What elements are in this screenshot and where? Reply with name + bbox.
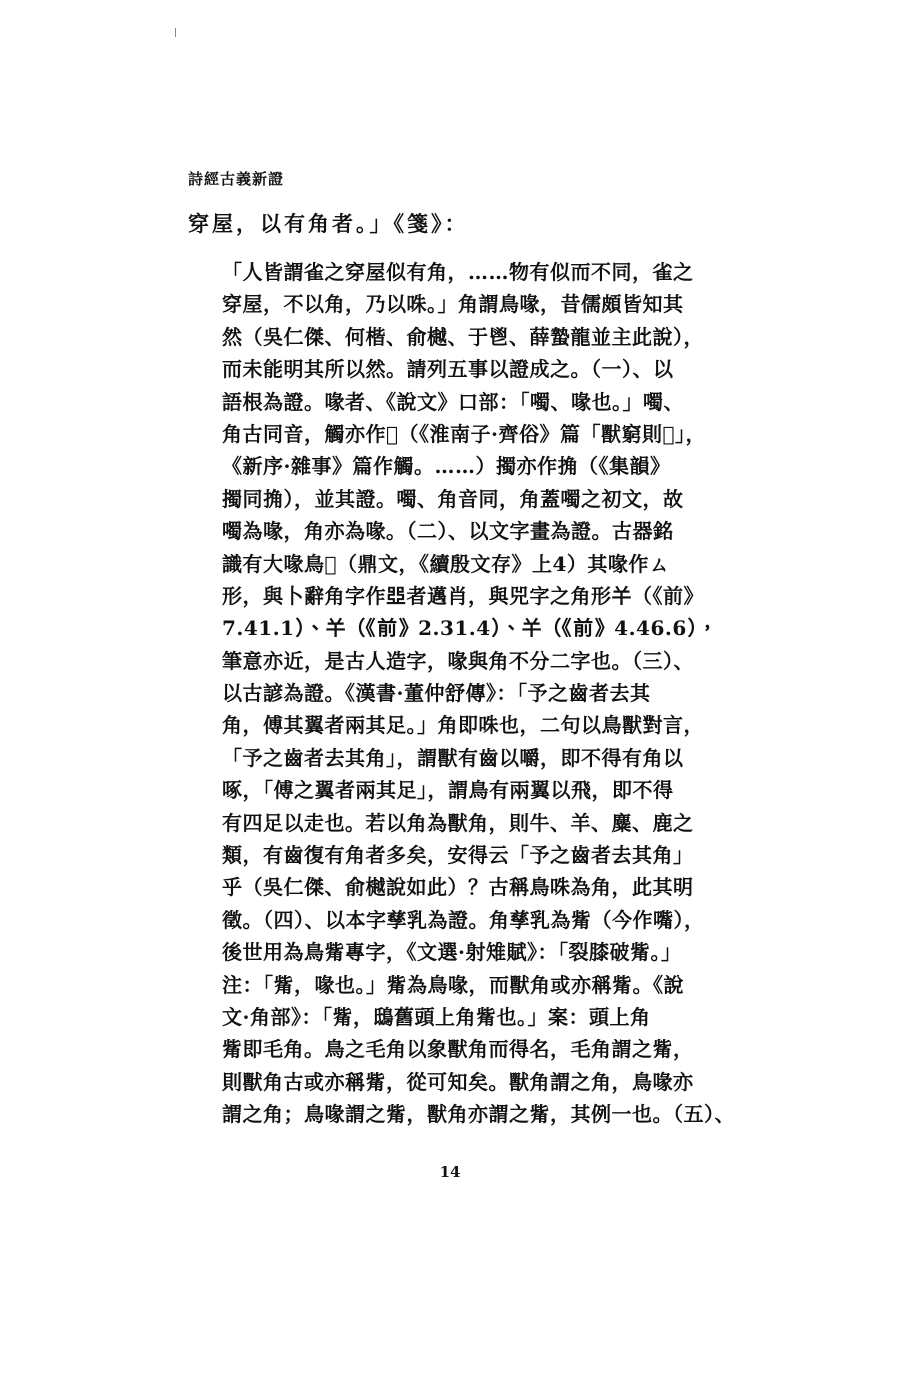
body-line: 類，有齒復有角者多矣，安得云「予之齒者去其角」 bbox=[222, 843, 694, 868]
body-line: 而未能明其所以然。請列五事以證成之。（一）、以 bbox=[222, 357, 674, 382]
body-line: 則獸角古或亦稱觜，從可知矣。獸角謂之角，鳥喙亦 bbox=[222, 1069, 694, 1094]
body-line: 語根為證。喙者、《說文》口部：「噣、喙也。」噣、 bbox=[222, 389, 684, 414]
body-line: 有四足以走也。若以角為獸角，則牛、羊、麋、鹿之 bbox=[222, 810, 694, 835]
running-head: 詩經古義新證 bbox=[188, 170, 285, 188]
body-line: 乎（吳仁傑、俞樾說如此）？古稱鳥咮為角，此其明 bbox=[222, 875, 694, 900]
body-text-block bbox=[222, 256, 762, 1131]
body-line: 以古諺為證。《漢書·董仲舒傳》：「予之齒者去其 bbox=[222, 681, 651, 706]
body-line: 注：「觜，喙也。」觜為鳥喙，而獸角或亦稱觜。《說 bbox=[222, 972, 684, 997]
body-line: 然（吳仁傑、何楷、俞樾、于鬯、薛蟄龍並主此說）， bbox=[222, 324, 704, 349]
body-line: 角古同音，觸亦作𩔒（《淮南子·齊俗》篇「獸窮則𩔒」， bbox=[222, 421, 706, 446]
body-line: 啄，「傅之翼者兩其足」，謂鳥有兩翼以飛，即不得 bbox=[222, 778, 674, 803]
body-line: 識有大喙鳥𪈪（鼎文，《續殷文存》上4）其喙作ㄙ bbox=[222, 551, 670, 576]
body-line: 徵。（四）、以本字孳乳為證。角孳乳為觜（今作嘴）， bbox=[222, 907, 705, 932]
body-line: 《新序·雜事》篇作觸。……）擉亦作捔（《集韻》 bbox=[222, 454, 671, 479]
body-line: 「人皆謂雀之穿屋似有角，……物有似而不同，雀之 bbox=[222, 260, 694, 284]
body-line: 角，傅其翼者兩其足。」角即咮也，二句以鳥獸對言， bbox=[222, 713, 704, 738]
body-line: 後世用為鳥觜專字，《文選·射雉賦》：「裂膝破觜。」 bbox=[222, 940, 682, 965]
body-line: 擉同捔），並其證。噣、角音同，角蓋噣之初文，故 bbox=[222, 486, 684, 511]
body-line: 文·角部》：「觜，鴟舊頭上角觜也。」案：頭上角 bbox=[222, 1004, 651, 1029]
scan-speck bbox=[175, 28, 176, 37]
body-line: 「予之齒者去其角」，謂獸有齒以嚼，即不得有角以 bbox=[222, 745, 684, 770]
body-line: 筆意亦近，是古人造字，喙與角不分二字也。（三）、 bbox=[222, 648, 694, 673]
page-number: 14 bbox=[439, 1163, 461, 1181]
body-line: 穿屋，不以角，乃以咮。」角謂鳥喙，昔儒頗皆知其 bbox=[222, 292, 684, 317]
body-line: 形，與卜辭角字作𠁁者邁肖，與兕字之角形𢆉（《前》 bbox=[222, 583, 704, 608]
lead-line: 穿屋，以有角者。」《箋》： bbox=[188, 211, 469, 236]
body-line: 謂之角；鳥喙謂之觜，獸角亦謂之觜，其例一也。（五）、 bbox=[222, 1102, 735, 1127]
body-line: 7.41.1）、𢆉（《前》2.31.4）、𢆉（《前》4.46.6）， bbox=[222, 616, 718, 641]
body-line: 噣為喙，角亦為喙。（二）、以文字畫為證。古器銘 bbox=[222, 519, 674, 544]
body-line: 觜即毛角。鳥之毛角以象獸角而得名，毛角謂之觜， bbox=[222, 1037, 694, 1062]
